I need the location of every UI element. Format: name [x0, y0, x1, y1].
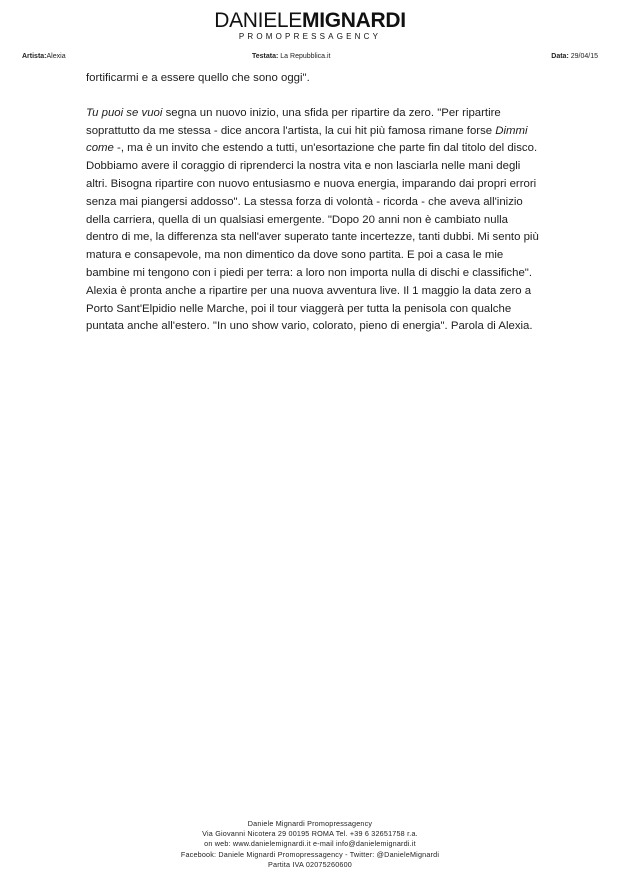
footer-address: Via Giovanni Nicotera 29 00195 ROMA Tel. +39 6 32651758 r.a.: [202, 829, 418, 839]
artist-label: Artista:: [22, 53, 47, 60]
footer-agency-name: Daniele Mignardi Promopressagency: [247, 819, 373, 828]
logo-first-name: DANIELE: [214, 9, 302, 32]
date-label: Data:: [551, 53, 569, 60]
agency-logo: [0, 10, 620, 41]
agency-footer: [0, 819, 620, 870]
logo-wordmark: [0, 10, 620, 32]
source-label: Testata:: [252, 53, 279, 60]
article-paragraph-1: fortificarmi e a essere quello che sono oggi".: [86, 72, 310, 84]
article-body: [86, 70, 541, 336]
logo-last-name: MIGNARDI: [302, 9, 406, 32]
artist-value: Alexia: [46, 53, 66, 60]
date-field: [551, 51, 598, 63]
paragraph-text-b: -, ma è un invito che estendo a tutti, un'esortazione che parte fin dal titolo del disco. Dobbiamo avere il coraggio di riprenderci la nostra vita e non lasciarla nelle mani degli altri. Bisogna ripartire con nuovo entusiasmo e nuova energia, imparando dai propri errori senza mai piangersi addosso". La stessa forza di volontà - ricorda - che aveva all'inizio della carriera, quella di un qualsiasi emergente. "Dopo 20 anni non è cambiato nulla dentro di me, la differenza sta nell'aver superato tante incertezze, tanti dubbi. Mi sento più matura e consapevole, ma non dimentico da dove sono partita. E poi a casa le mie bambine mi tengono con i piedi per terra: a loro non importa nulla di dischi e classifiche". Alexia è pronta anche a ripartire per una nuova avventura live. Il 1 maggio la data zero a Porto Sant'Elpidio nelle Marche, poi il tour viaggerà per tutta la penisola con qualche puntata anche all'estero. "In uno show vario, colorato, pieno di energia". Parola di Alexia.: [86, 142, 539, 333]
source-field: [252, 51, 330, 63]
album-title: Tu puoi se vuoi: [86, 106, 163, 119]
song-title: Dimmi come: [86, 124, 528, 155]
source-value: La Repubblica.it: [280, 53, 331, 60]
date-value: 29/04/15: [570, 53, 598, 60]
footer-vat: Partita IVA 02075260600: [268, 859, 352, 869]
logo-subtitle: PROMOPRESSAGENCY: [238, 32, 382, 41]
artist-field: [22, 51, 66, 63]
paragraph-text-a: segna un nuovo inizio, una sfida per ripartire da zero. "Per ripartire soprattutto da me stessa - dice ancora l'artista, la cui hit più famosa rimane forse: [86, 106, 501, 137]
footer-web: on web: www.danielemignardi.it e-mail info@danielemignardi.it: [204, 839, 416, 849]
footer-social: Facebook: Daniele Mignardi Promopressagency - Twitter: @DanieleMignardi: [180, 849, 440, 859]
article-paragraph-2: [86, 105, 541, 336]
document-meta-row: [22, 51, 598, 63]
